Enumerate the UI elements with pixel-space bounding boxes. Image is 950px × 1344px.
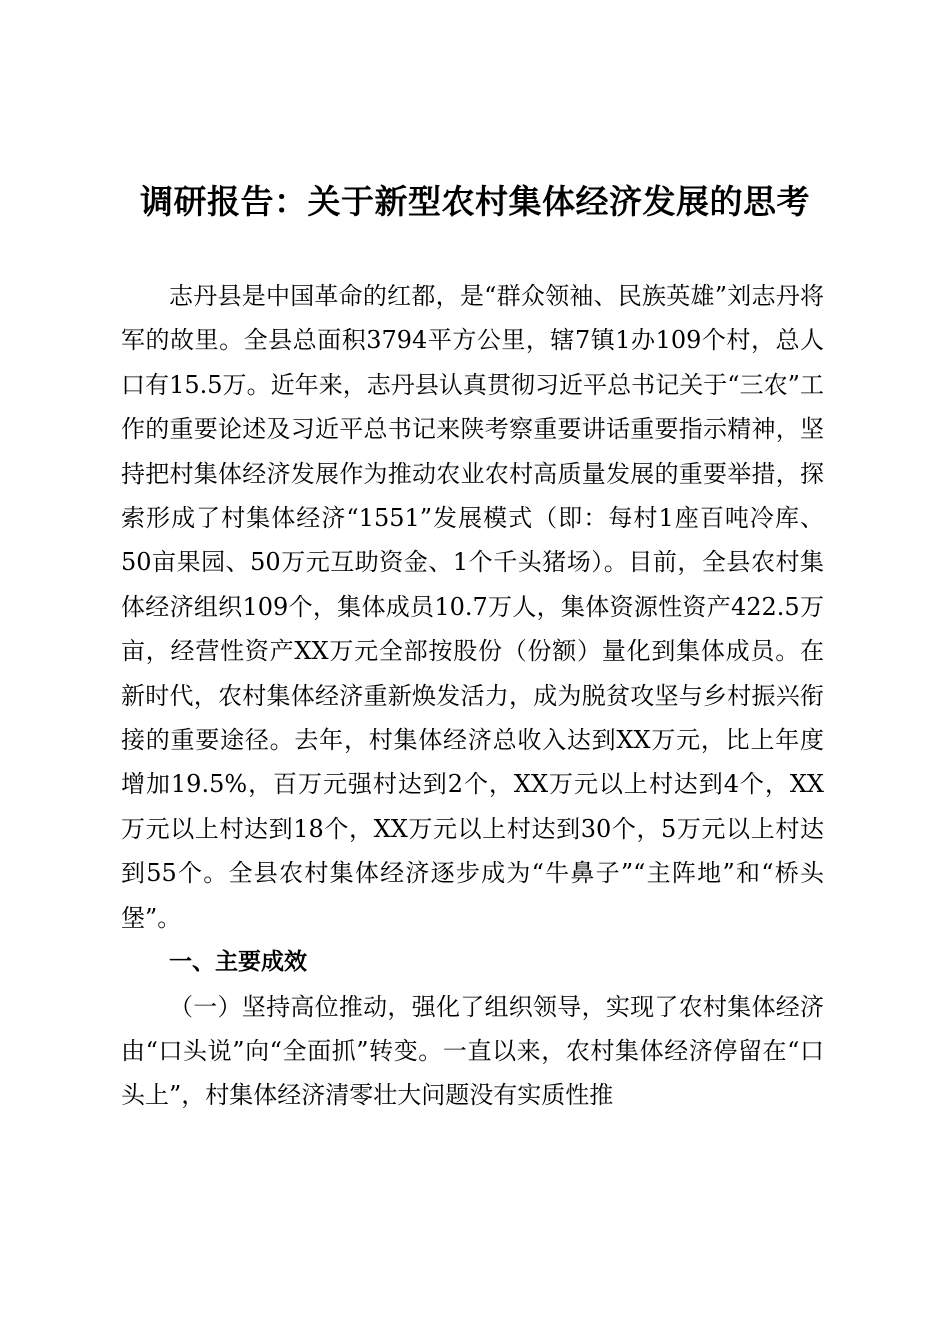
section-heading: 一、主要成效 [169,949,307,976]
document-body [121,274,824,1118]
intro-paragraph: 志丹县是中国革命的红都，是“群众领袖、民族英雄”刘志丹将军的故里。全县总面积3794平方公里，辖7镇1办109个村，总人口有15.5万。近年来，志丹县认真贯彻习近平总书记关于“三农”工作的重要论述及习近平总书记来陕考察重要讲话重要指示精神，坚持把村集体经济发展作为推动农业农村高质量发展的重要举措，探索形成了村集体经济“1551”发展模式（即：每村1座百吨冷库、50亩果园、50万元互助资金、1个千头猪场）。目前，全县农村集体经济组织109个，集体成员10.7万人，集体资源性资产422.5万亩，经营性资产XX万元全部按股份（份额）量化到集体成员。在新时代，农村集体经济重新焕发活力，成为脱贫攻坚与乡村振兴衔接的重要途径。去年，村集体经济总收入达到XX万元，比上年度增加19.5%，百万元强村达到2个，XX万元以上村达到4个，XX万元以上村达到18个，XX万元以上村达到30个，5万元以上村达到55个。全县农村集体经济逐步成为“牛鼻子”“主阵地”和“桥头堡”。 [121,282,824,932]
page-title: 调研报告：关于新型农村集体经济发展的思考 [140,182,810,221]
section-paragraph: （一）坚持高位推动，强化了组织领导，实现了农村集体经济由“口头说”向“全面抓”转变。一直以来，农村集体经济停留在“口头上”，村集体经济清零壮大问题没有实质性推 [121,992,824,1110]
